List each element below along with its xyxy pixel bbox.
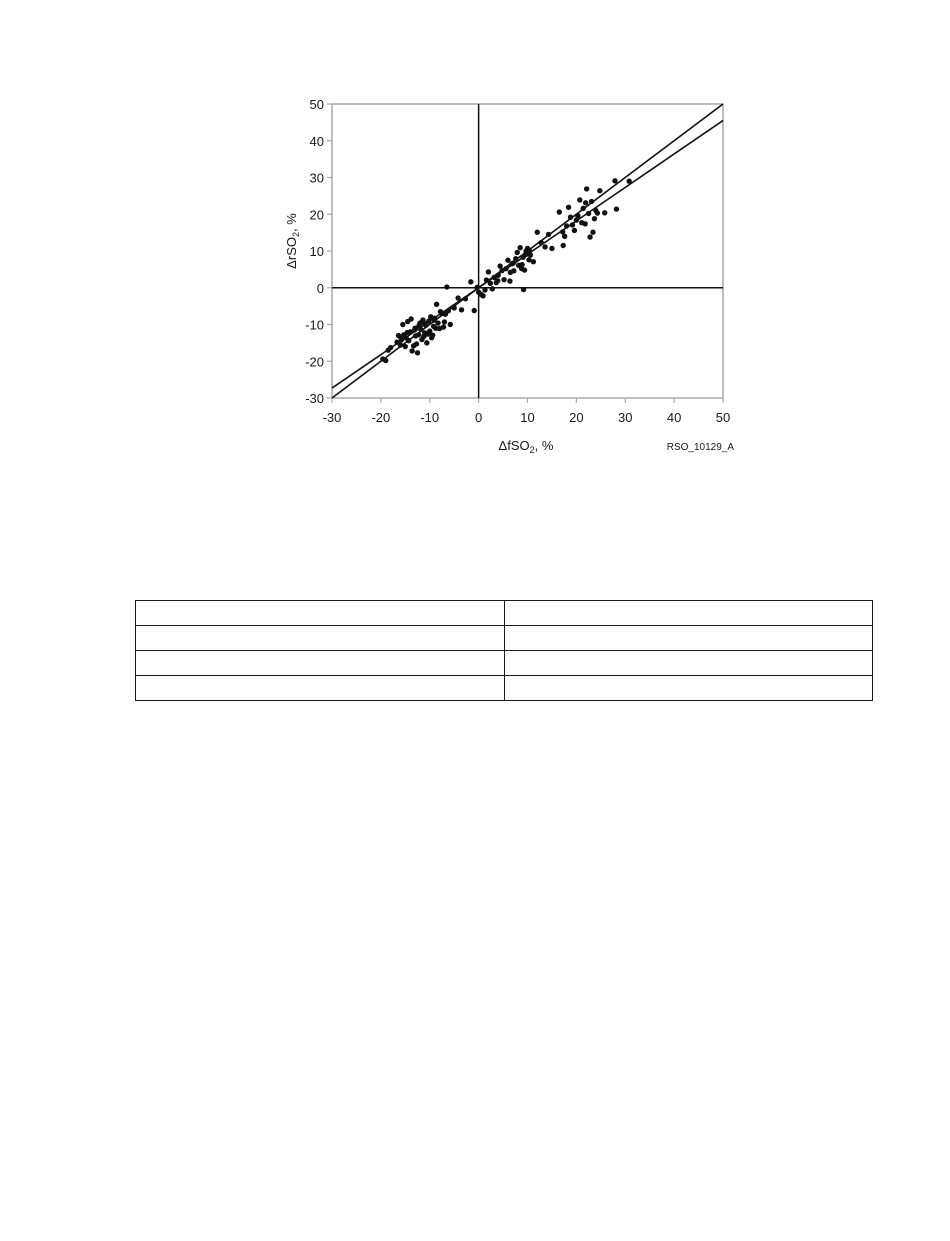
data-point [581, 206, 586, 211]
data-point [415, 350, 420, 355]
data-points [380, 178, 632, 363]
data-point [575, 213, 580, 218]
data-point [451, 305, 456, 310]
data-point [446, 308, 451, 313]
x-tick-label: -10 [420, 410, 440, 425]
data-point [444, 284, 449, 289]
data-point [597, 188, 602, 193]
data-point [503, 266, 508, 271]
data-point [422, 321, 427, 326]
x-tick-label: 40 [666, 410, 682, 425]
x-tick-label: 30 [618, 410, 633, 425]
data-point [501, 277, 506, 282]
data-point [511, 260, 516, 265]
data-point [586, 211, 591, 216]
y-tick-label: -30 [305, 391, 324, 406]
data-point [472, 308, 477, 313]
table-cell [136, 651, 505, 676]
data-point [595, 210, 600, 215]
data-point [400, 322, 405, 327]
x-tick-label: 50 [715, 410, 731, 425]
data-point [482, 287, 487, 292]
data-point [405, 330, 410, 335]
table-cell [136, 676, 505, 701]
y-tick-label: 20 [309, 207, 324, 223]
data-point [568, 214, 573, 219]
data-point [535, 230, 540, 235]
data-point [441, 324, 446, 329]
data-point [521, 287, 526, 292]
data-point [590, 230, 595, 235]
data-point [572, 228, 577, 233]
data-point [566, 205, 571, 210]
table-cell [504, 676, 873, 701]
x-tick-label: 0 [475, 410, 483, 425]
data-point [459, 307, 464, 312]
data-point [495, 273, 500, 278]
data-point [614, 206, 619, 211]
data-point [560, 243, 565, 248]
y-tick-label: 0 [316, 280, 324, 296]
y-axis-label: ΔrSO$_2$, % [284, 213, 301, 269]
data-point [409, 348, 414, 353]
data-point [412, 327, 417, 332]
data-point [430, 332, 435, 337]
data-point [474, 285, 479, 290]
x-tick-label: -20 [371, 410, 391, 425]
data-point [455, 295, 460, 300]
x-tick-label: 20 [569, 410, 584, 425]
data-point [564, 223, 569, 228]
data-point [448, 322, 453, 327]
x-tick-label: -30 [322, 410, 342, 425]
table-row [136, 601, 873, 626]
data-point [531, 259, 536, 264]
data-point [508, 270, 513, 275]
data-point [416, 323, 421, 328]
data-point [570, 222, 575, 227]
data-point [486, 269, 491, 274]
data-point [434, 302, 439, 307]
data-point [388, 345, 393, 350]
table-body [136, 601, 873, 701]
y-tick-label: -20 [305, 354, 324, 370]
table-cell [504, 601, 873, 626]
data-point [515, 250, 520, 255]
data-point [602, 210, 607, 215]
table-row [136, 676, 873, 701]
data-point [587, 234, 592, 239]
data-point [431, 317, 436, 322]
figure-id-label: RSO_10129_A [666, 442, 734, 453]
y-tick-label: 50 [309, 97, 324, 112]
y-tick-label: 30 [309, 170, 324, 186]
table-cell [136, 601, 505, 626]
data-point [522, 267, 527, 272]
table-cell [136, 626, 505, 651]
data-point [589, 199, 594, 204]
data-point [507, 278, 512, 283]
data-point [583, 200, 588, 205]
data-point [517, 245, 522, 250]
data-point [542, 244, 547, 249]
data-point [383, 358, 388, 363]
data-point [403, 344, 408, 349]
y-tick-label: 40 [309, 133, 324, 149]
x-axis-label: ΔfSO$_2$, % [498, 438, 554, 455]
data-point [612, 178, 617, 183]
data-point [562, 234, 567, 239]
table-cell [504, 651, 873, 676]
y-tick-label: -10 [305, 317, 324, 333]
data-point [582, 221, 587, 226]
data-point [592, 216, 597, 221]
data-point [626, 178, 631, 183]
data-point [406, 338, 411, 343]
data-point [584, 186, 589, 191]
data-point [527, 248, 532, 253]
data-point [546, 232, 551, 237]
data-point [538, 240, 543, 245]
data-table [135, 600, 873, 701]
table-cell [504, 626, 873, 651]
data-point [398, 335, 403, 340]
x-tick-label: 10 [520, 410, 535, 425]
data-point [557, 209, 562, 214]
data-point [549, 246, 554, 251]
table-row [136, 651, 873, 676]
data-point [398, 342, 403, 347]
data-point [468, 279, 473, 284]
data-point [577, 197, 582, 202]
data-point [414, 341, 419, 346]
scatter-chart [0, 0, 950, 480]
data-point [495, 278, 500, 283]
data-point [416, 332, 421, 337]
table-row [136, 626, 873, 651]
data-point [490, 286, 495, 291]
y-tick-label: 10 [309, 244, 324, 259]
data-point [488, 281, 493, 286]
data-point [442, 319, 447, 324]
data-point [408, 316, 413, 321]
data-point [519, 262, 524, 267]
data-point [424, 340, 429, 345]
data-point [463, 296, 468, 301]
data-point [480, 293, 485, 298]
